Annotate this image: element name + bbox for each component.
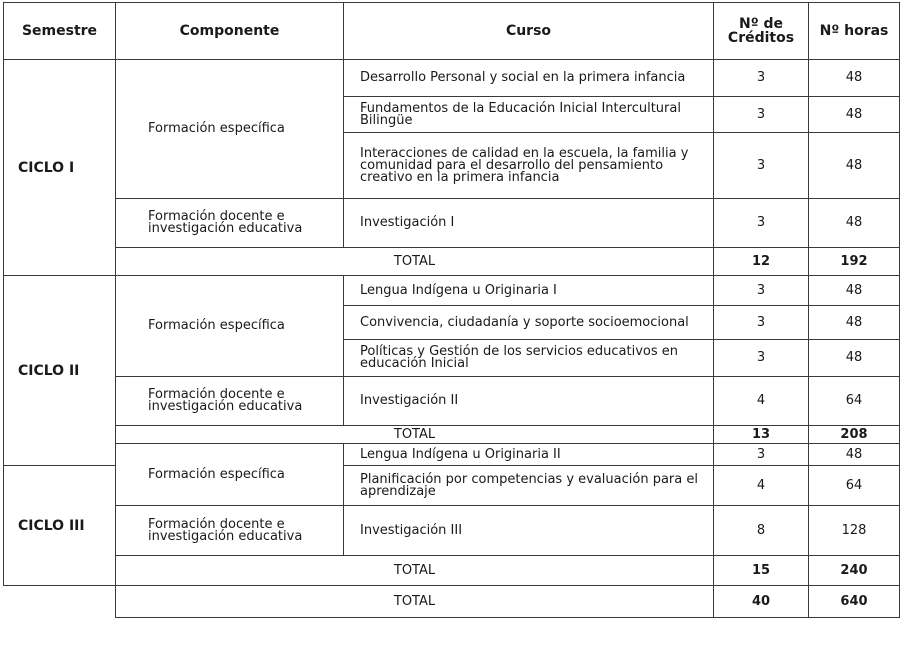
header-curso: Curso xyxy=(344,3,714,60)
horas-cell: 128 xyxy=(809,506,900,556)
curso-cell: Investigación I xyxy=(344,199,714,248)
ciclo-label: CICLO I xyxy=(4,60,116,276)
componente-cell: Formación docente e investigación educativa xyxy=(116,377,344,426)
creditos-cell: 3 xyxy=(714,306,809,340)
horas-cell: 48 xyxy=(809,340,900,377)
componente-cell: Formación docente e investigación educativa xyxy=(116,506,344,556)
header-horas: Nº horas xyxy=(809,3,900,60)
total-label: TOTAL xyxy=(116,556,714,586)
grand-total-label: TOTAL xyxy=(116,586,714,618)
curso-cell: Lengua Indígena u Originaria I xyxy=(344,276,714,306)
curso-cell: Investigación II xyxy=(344,377,714,426)
componente-cell: Formación docente e investigación educativa xyxy=(116,199,344,248)
componente-cell: Formación específica xyxy=(116,60,344,199)
total-label: TOTAL xyxy=(116,426,714,444)
total-row xyxy=(4,556,900,586)
componente-cell: Formación específica xyxy=(116,444,344,506)
total-row xyxy=(4,248,900,276)
total-creditos: 13 xyxy=(714,426,809,444)
table-row xyxy=(4,60,900,97)
creditos-cell: 3 xyxy=(714,276,809,306)
header-componente: Componente xyxy=(116,3,344,60)
total-creditos: 12 xyxy=(714,248,809,276)
creditos-cell: 4 xyxy=(714,377,809,426)
horas-cell: 48 xyxy=(809,97,900,133)
header-semestre: Semestre xyxy=(4,3,116,60)
grand-total-horas: 640 xyxy=(809,586,900,618)
table-row xyxy=(4,276,900,306)
curso-cell: Lengua Indígena u Originaria II xyxy=(344,444,714,466)
curso-cell: Convivencia, ciudadanía y soporte socioemocional xyxy=(344,306,714,340)
total-horas: 240 xyxy=(809,556,900,586)
empty-cell xyxy=(4,586,116,618)
table-row xyxy=(4,199,900,248)
horas-cell: 48 xyxy=(809,444,900,466)
table-row xyxy=(4,506,900,556)
table-row xyxy=(4,444,900,466)
horas-cell: 64 xyxy=(809,466,900,506)
curso-cell: Interacciones de calidad en la escuela, la familia y comunidad para el desarrollo del pensamiento creativo en la primera infancia xyxy=(344,133,714,199)
total-creditos: 15 xyxy=(714,556,809,586)
creditos-cell: 3 xyxy=(714,60,809,97)
grand-total-creditos: 40 xyxy=(714,586,809,618)
grand-total-row xyxy=(4,586,900,618)
horas-cell: 48 xyxy=(809,133,900,199)
header-row xyxy=(4,3,900,60)
creditos-cell: 3 xyxy=(714,340,809,377)
ciclo-label: CICLO III xyxy=(4,466,116,586)
horas-cell: 64 xyxy=(809,377,900,426)
creditos-cell: 8 xyxy=(714,506,809,556)
total-horas: 208 xyxy=(809,426,900,444)
header-creditos: Nº de Créditos xyxy=(714,3,809,60)
creditos-cell: 4 xyxy=(714,466,809,506)
creditos-cell: 3 xyxy=(714,444,809,466)
curso-cell: Desarrollo Personal y social en la primera infancia xyxy=(344,60,714,97)
horas-cell: 48 xyxy=(809,60,900,97)
total-row xyxy=(4,426,900,444)
study-plan-table xyxy=(3,2,900,618)
curso-cell: Políticas y Gestión de los servicios educativos en educación Inicial xyxy=(344,340,714,377)
horas-cell: 48 xyxy=(809,306,900,340)
creditos-cell: 3 xyxy=(714,133,809,199)
creditos-cell: 3 xyxy=(714,97,809,133)
creditos-cell: 3 xyxy=(714,199,809,248)
curso-cell: Planificación por competencias y evaluación para el aprendizaje xyxy=(344,466,714,506)
curso-cell: Fundamentos de la Educación Inicial Intercultural Bilingüe xyxy=(344,97,714,133)
table-row xyxy=(4,377,900,426)
total-horas: 192 xyxy=(809,248,900,276)
total-label: TOTAL xyxy=(116,248,714,276)
componente-cell: Formación específica xyxy=(116,276,344,377)
ciclo-label: CICLO II xyxy=(4,276,116,466)
horas-cell: 48 xyxy=(809,276,900,306)
curso-cell: Investigación III xyxy=(344,506,714,556)
horas-cell: 48 xyxy=(809,199,900,248)
